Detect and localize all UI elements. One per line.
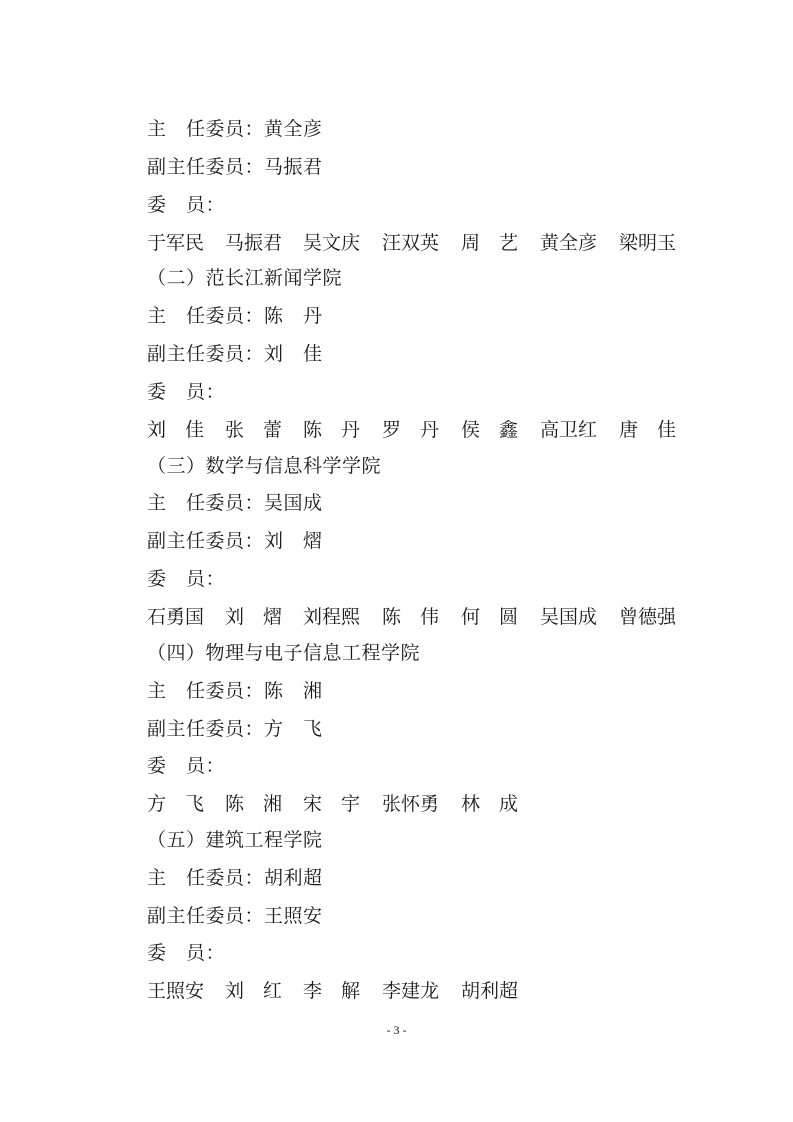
member-name: 高卫红 — [540, 419, 598, 441]
member-name: 张 蕾 — [225, 419, 283, 441]
member-name: 林 成 — [461, 793, 519, 815]
section-4-chair: 主 任委员：陈 湘 — [147, 680, 323, 702]
section-2-member-list — [147, 418, 676, 442]
member-name: 陈 湘 — [225, 793, 283, 815]
section-5-vice-chair: 副主任委员：王照安 — [147, 905, 323, 927]
member-name: 吴国成 — [540, 606, 598, 628]
section-3-chair: 主 任委员：吴国成 — [147, 492, 323, 514]
member-name: 李建龙 — [382, 980, 440, 1002]
section-4-members-label: 委 员： — [147, 755, 226, 777]
member-name: 何 圆 — [461, 606, 519, 628]
member-name: 石勇国 — [147, 606, 205, 628]
member-name: 刘 红 — [225, 980, 283, 1002]
section-5-members-label: 委 员： — [147, 942, 226, 964]
member-name: 吴文庆 — [303, 232, 361, 254]
member-name: 曾德强 — [619, 606, 677, 628]
section-4-vice-chair: 副主任委员：方 飞 — [147, 718, 323, 740]
member-name: 周 艺 — [461, 232, 519, 254]
section-2-vice-chair: 副主任委员：刘 佳 — [147, 343, 323, 365]
member-name: 陈 伟 — [382, 606, 440, 628]
section-5-heading: （五）建筑工程学院 — [147, 829, 323, 851]
member-name: 汪双英 — [382, 232, 440, 254]
member-name: 于军民 — [147, 232, 205, 254]
member-name: 胡利超 — [461, 980, 519, 1002]
member-name: 罗 丹 — [382, 419, 440, 441]
section-3-heading: （三）数学与信息科学学院 — [147, 455, 382, 477]
member-name: 黄全彦 — [540, 232, 598, 254]
section-1-members-label: 委 员： — [147, 194, 226, 216]
member-name: 李 解 — [303, 980, 361, 1002]
page-number: - 3 - — [386, 1023, 407, 1037]
member-name: 方 飞 — [147, 793, 205, 815]
section-3-member-list — [147, 605, 676, 629]
member-name: 刘 熠 — [225, 606, 283, 628]
section-1-vice-chair: 副主任委员：马振君 — [147, 156, 323, 178]
section-2-chair: 主 任委员：陈 丹 — [147, 305, 323, 327]
section-5-chair: 主 任委员：胡利超 — [147, 867, 323, 889]
section-4-member-list — [147, 792, 518, 816]
member-name: 梁明玉 — [619, 232, 677, 254]
section-5-member-list — [147, 979, 518, 1003]
member-name: 马振君 — [225, 232, 283, 254]
member-name: 侯 鑫 — [461, 419, 519, 441]
member-name: 刘 佳 — [147, 419, 205, 441]
member-name: 张怀勇 — [382, 793, 440, 815]
section-3-members-label: 委 员： — [147, 568, 226, 590]
section-1-member-list — [147, 231, 676, 255]
section-3-vice-chair: 副主任委员：刘 熠 — [147, 530, 323, 552]
member-name: 王照安 — [147, 980, 205, 1002]
member-name: 陈 丹 — [303, 419, 361, 441]
member-name: 宋 宇 — [303, 793, 361, 815]
member-name: 刘程熙 — [303, 606, 361, 628]
section-2-heading: （二）范长江新闻学院 — [147, 267, 343, 289]
section-4-heading: （四）物理与电子信息工程学院 — [147, 642, 421, 664]
section-2-members-label: 委 员： — [147, 381, 226, 403]
section-1-chair: 主 任委员：黄全彦 — [147, 118, 323, 140]
member-name: 唐 佳 — [619, 419, 677, 441]
